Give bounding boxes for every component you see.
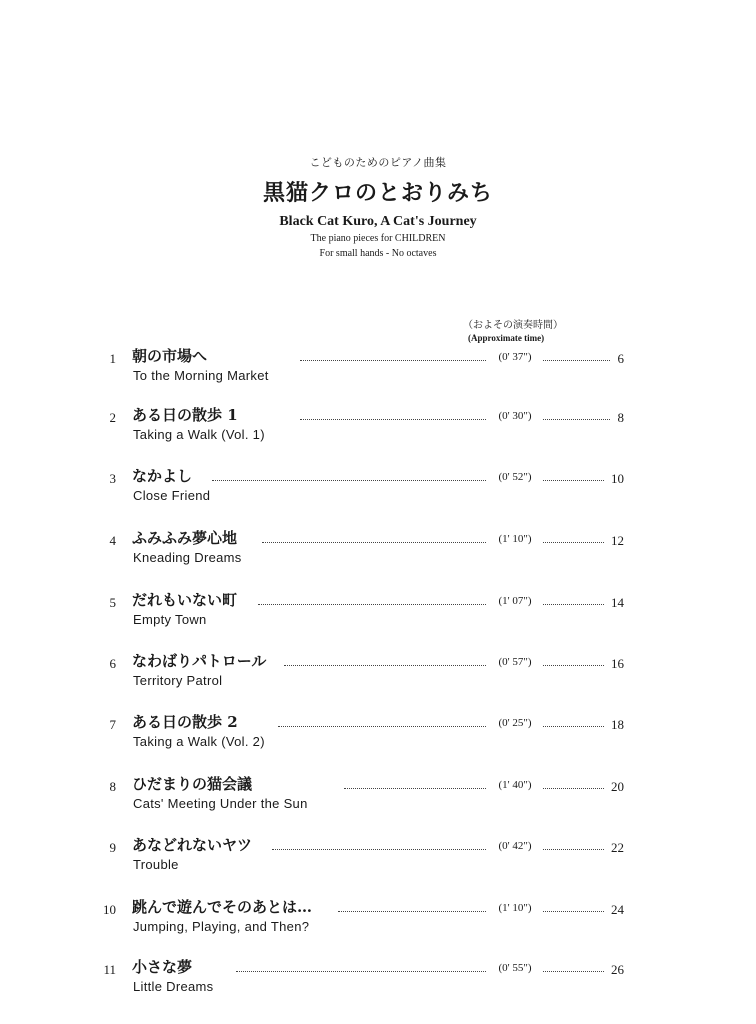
dot-leader	[278, 726, 486, 727]
toc-number: 5	[109, 595, 116, 610]
dot-leader	[543, 604, 604, 605]
dot-leader	[262, 542, 486, 543]
dot-leader	[543, 971, 604, 972]
approx-time-header-en: (Approximate time)	[468, 333, 545, 343]
dot-leader	[300, 360, 486, 361]
toc-number: 2	[109, 410, 116, 425]
toc-item[interactable]	[0, 347, 756, 401]
series-title: こどものためのピアノ曲集	[309, 156, 447, 169]
dot-leader	[543, 480, 604, 481]
toc-page: 10	[611, 471, 624, 486]
toc-number: 9	[109, 840, 116, 855]
toc-title-en: Cats' Meeting Under the Sun	[133, 796, 308, 811]
toc-title-en: Jumping, Playing, and Then?	[133, 919, 310, 934]
toc-page: 8	[617, 410, 624, 425]
toc-page: 18	[611, 717, 624, 732]
toc-title-en: Taking a Walk (Vol. 2)	[133, 734, 265, 749]
approx-time-header-jp: （およその演奏時間）	[463, 320, 563, 331]
toc-time: (1' 10")	[498, 533, 532, 545]
page-title-english: Black Cat Kuro, A Cat's Journey	[279, 214, 477, 229]
toc-item[interactable]	[0, 652, 756, 706]
toc-item[interactable]	[0, 836, 756, 890]
toc-number: 7	[109, 717, 116, 732]
toc-number: 1	[109, 351, 116, 366]
dot-leader	[543, 542, 604, 543]
dot-leader	[284, 665, 486, 666]
toc-title-jp: ひだまりの猫会議	[132, 775, 253, 793]
toc-item[interactable]	[0, 467, 756, 521]
toc-number: 8	[109, 779, 116, 794]
toc-title-jp: 朝の市場へ	[132, 347, 208, 365]
dot-leader	[236, 971, 486, 972]
toc-page: 6	[617, 351, 624, 366]
toc-page: 16	[611, 656, 624, 671]
toc-title-jp: なわばりパトロール	[132, 652, 267, 670]
toc-title-en: Kneading Dreams	[133, 550, 242, 565]
toc-time: (1' 40")	[498, 779, 532, 791]
toc-title-jp: ある日の散歩 1	[132, 406, 238, 424]
toc-item[interactable]	[0, 898, 756, 952]
toc-number: 3	[109, 471, 116, 486]
toc-title-en: Empty Town	[133, 612, 207, 627]
page-title-japanese: 黒猫クロのとおりみち	[262, 180, 493, 206]
toc-title-en: Taking a Walk (Vol. 1)	[133, 427, 265, 442]
toc-title-jp: 跳んで遊んでそのあとは…	[132, 898, 313, 916]
toc-time: (0' 25")	[498, 717, 532, 729]
dot-leader	[543, 665, 604, 666]
dot-leader	[543, 788, 604, 789]
toc-item[interactable]	[0, 958, 756, 1012]
dot-leader	[272, 849, 486, 850]
dot-leader	[212, 480, 486, 481]
toc-number: 10	[103, 902, 116, 917]
toc-page: 12	[611, 533, 624, 548]
toc-title-jp: だれもいない町	[132, 591, 238, 609]
toc-time: (0' 52")	[498, 471, 532, 483]
toc-time: (0' 37")	[498, 351, 532, 363]
toc-title-jp: ふみふみ夢心地	[132, 529, 238, 547]
toc-page: 26	[611, 962, 624, 977]
toc-item[interactable]	[0, 713, 756, 767]
toc-time: (0' 57")	[498, 656, 532, 668]
dot-leader	[344, 788, 486, 789]
toc-time: (1' 07")	[498, 595, 532, 607]
toc-title-en: Territory Patrol	[133, 673, 223, 688]
toc-time: (0' 55")	[498, 962, 532, 974]
toc-item[interactable]	[0, 406, 756, 460]
toc-title-jp: あなどれないヤツ	[132, 836, 253, 854]
dot-leader	[258, 604, 486, 605]
toc-item[interactable]	[0, 529, 756, 583]
toc-title-en: Close Friend	[133, 488, 211, 503]
toc-title-en: To the Morning Market	[133, 368, 269, 383]
toc-title-jp: ある日の散歩 2	[132, 713, 238, 731]
toc-title-en: Trouble	[133, 857, 179, 872]
toc-page: 14	[611, 595, 624, 610]
dot-leader	[543, 726, 604, 727]
toc-time: (0' 30")	[498, 410, 532, 422]
toc-title-en: Little Dreams	[133, 979, 214, 994]
toc-number: 6	[109, 656, 116, 671]
toc-item[interactable]	[0, 775, 756, 829]
toc-page: 20	[611, 779, 624, 794]
subtitle-children: The piano pieces for CHILDREN	[310, 233, 446, 244]
toc-title-jp: なかよし	[132, 467, 193, 485]
toc-title-jp: 小さな夢	[132, 958, 193, 976]
subtitle-small-hands: For small hands - No octaves	[319, 248, 437, 259]
toc-number: 4	[109, 533, 116, 548]
toc-time: (1' 10")	[498, 902, 532, 914]
dot-leader	[543, 911, 604, 912]
toc-page: 24	[611, 902, 624, 917]
toc-time: (0' 42")	[498, 840, 532, 852]
dot-leader	[300, 419, 486, 420]
dot-leader	[543, 849, 604, 850]
toc-item[interactable]	[0, 591, 756, 645]
toc-page: 22	[611, 840, 624, 855]
dot-leader	[338, 911, 486, 912]
toc-number: 11	[103, 962, 116, 977]
